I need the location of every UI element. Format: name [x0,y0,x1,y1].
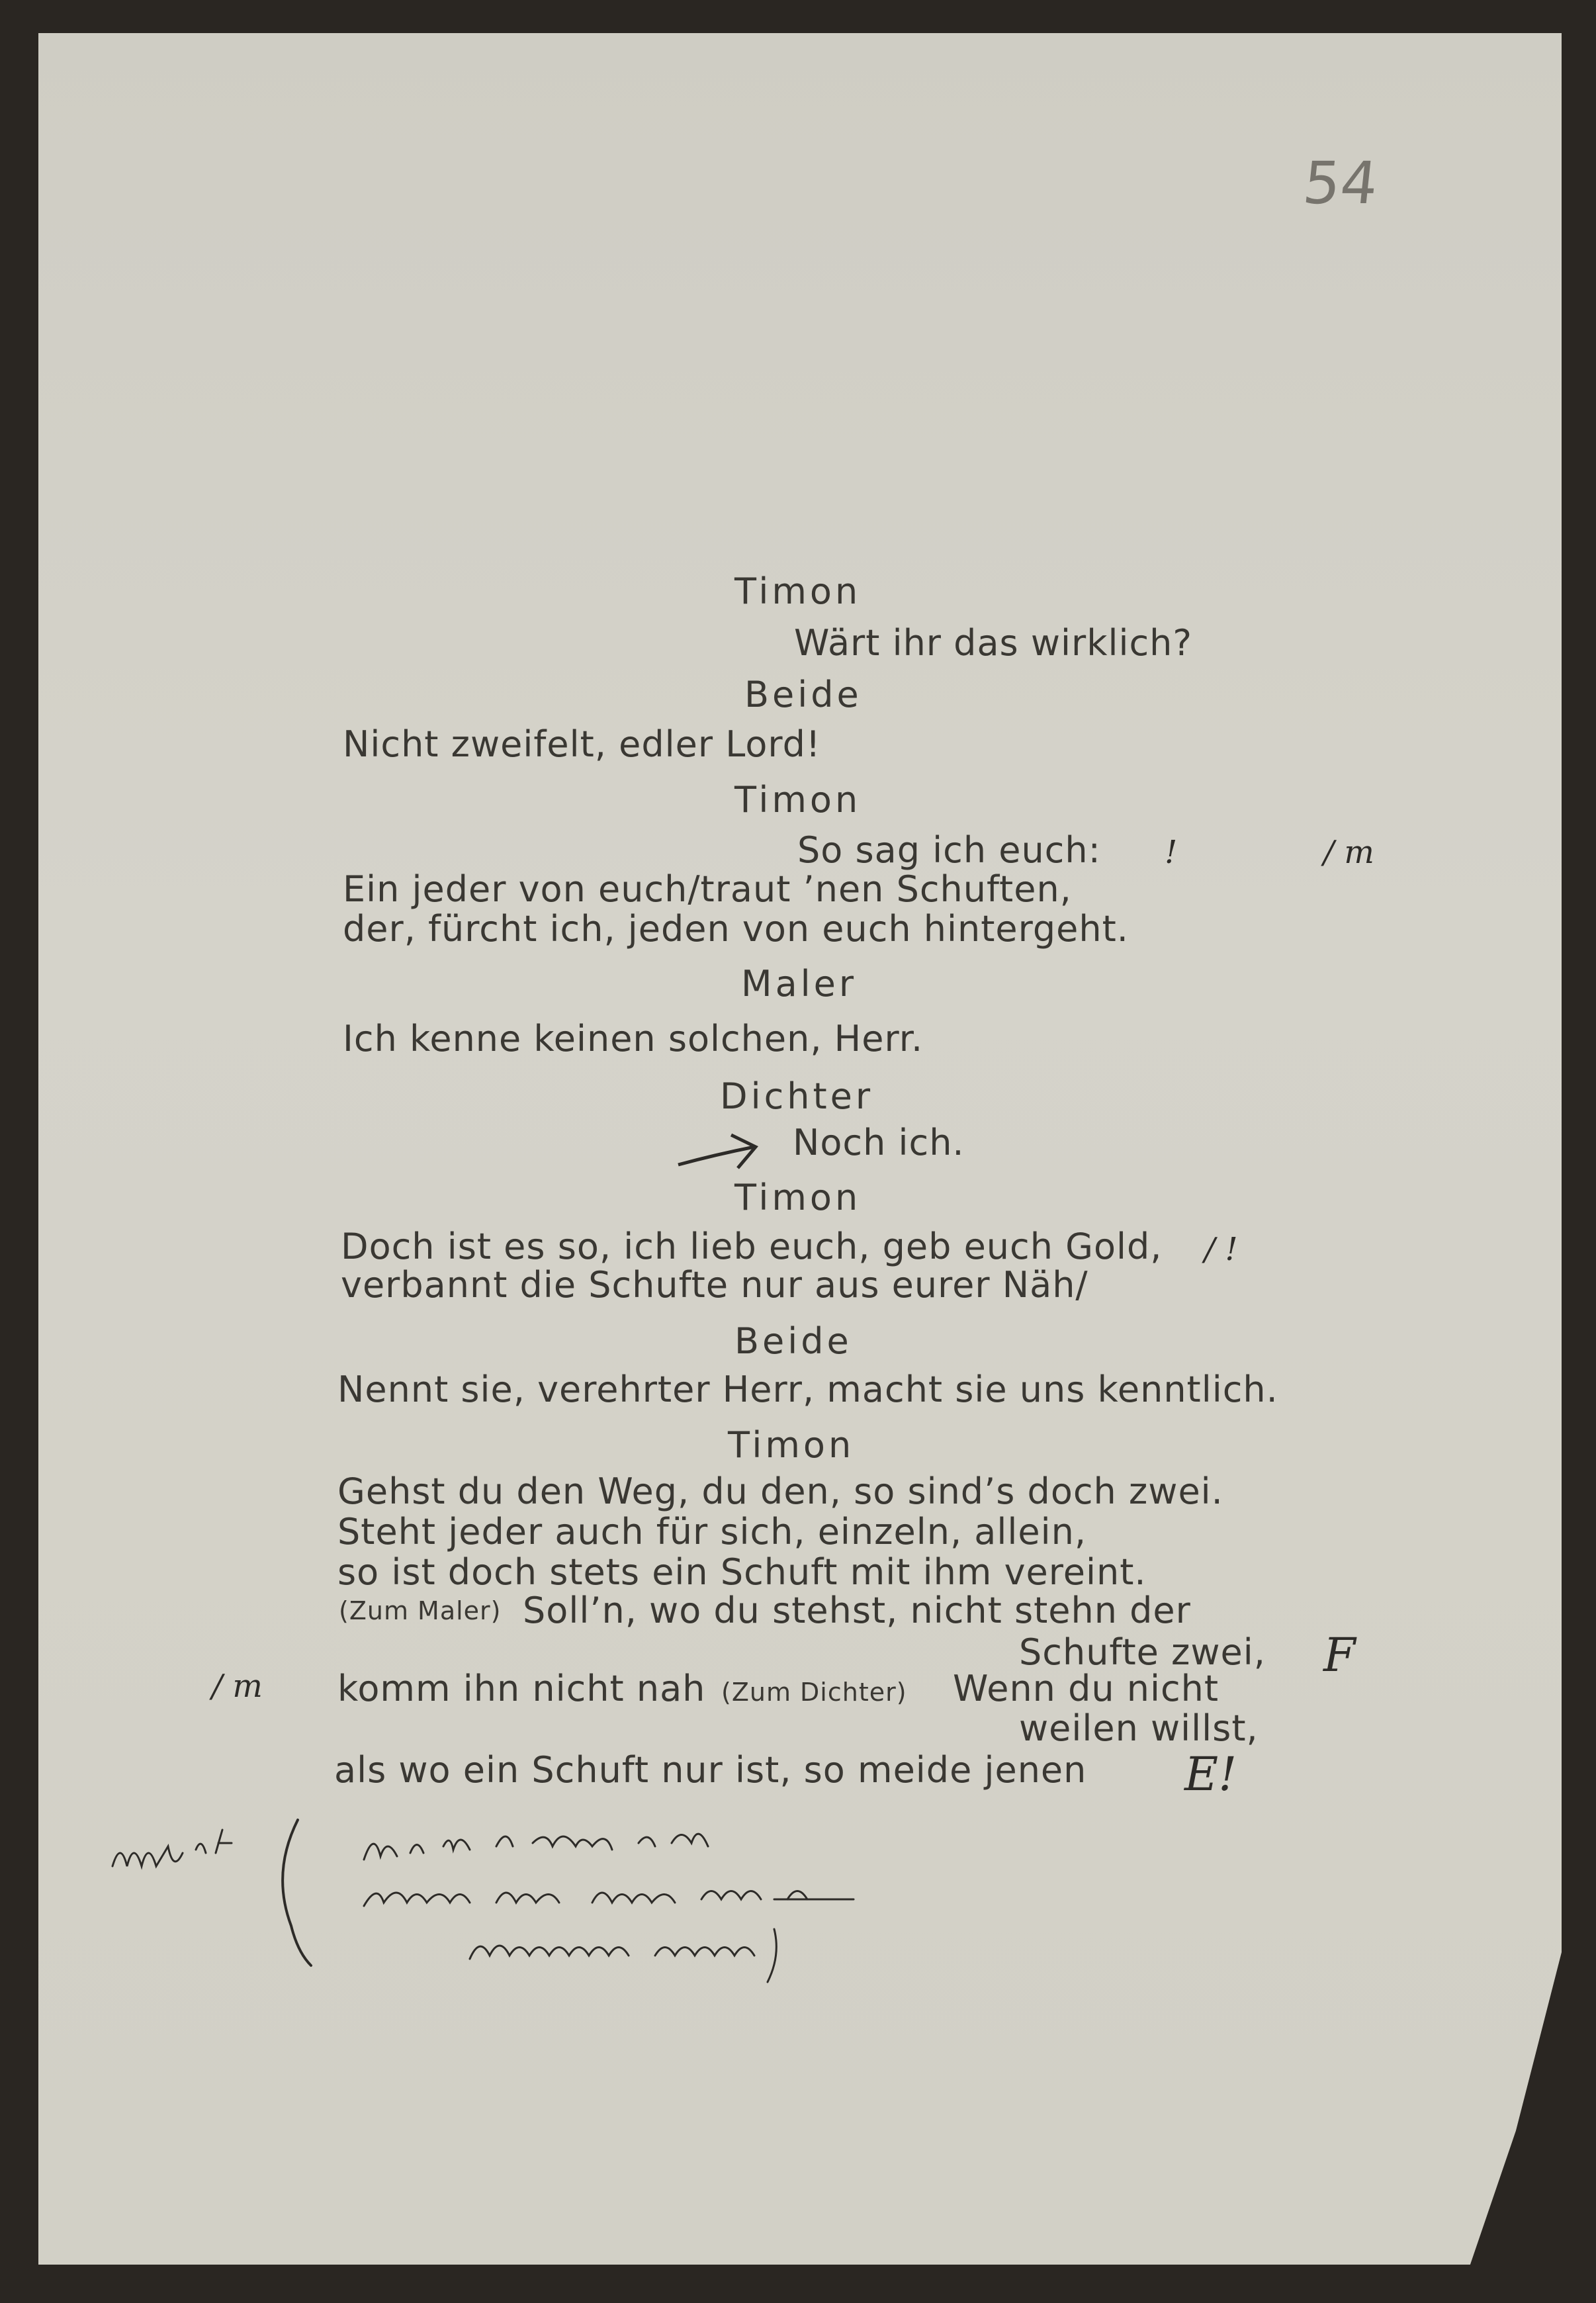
speaker-beide: Beide [744,674,862,715]
margin-note: / ! [1204,1231,1238,1268]
speaker-timon: Timon [734,779,862,821]
text-line: Ich kenne keinen solchen, Herr. [343,1018,924,1060]
text-line: So sag ich euch: [797,829,1101,871]
speaker-timon: Timon [734,570,862,612]
margin-note: F [1323,1628,1356,1682]
text-line: Nennt sie, verehrter Herr, macht sie uns kenntlich. [337,1369,1278,1410]
margin-note: E! [1184,1747,1237,1801]
margin-note: ! [1165,834,1178,871]
speaker-beide: Beide [734,1320,852,1362]
text-line: Wärt ihr das wirklich? [794,622,1193,664]
speaker-timon: Timon [734,1177,862,1218]
text-line: als wo ein Schuft nur ist, so meide jenen [334,1749,1087,1791]
margin-note: / m [212,1668,263,1705]
text-line: Ein jeder von euch/traut ’nen Schuften, [343,868,1072,910]
speaker-dichter: Dichter [720,1075,874,1117]
text-line: Nicht zweifelt, edler Lord! [343,723,821,765]
stage-direction: (Zum Dichter) [721,1678,907,1707]
text-line: Noch ich. [793,1122,965,1163]
text-line: komm ihn nicht nah [337,1668,706,1709]
arrow-mark-icon [675,1128,768,1181]
margin-note: / m [1323,834,1374,871]
text-line: verbannt die Schufte nur aus eurer Näh/ [341,1264,1088,1306]
text-line: weilen willst, [1019,1707,1259,1749]
text-line: Wenn du nicht [953,1668,1219,1709]
stage-direction: (Zum Maler) [339,1596,502,1625]
text-line: Gehst du den Weg, du den, so sind’s doch zwei. [337,1470,1223,1512]
text-line: Schufte zwei, [1019,1631,1266,1673]
speaker-timon: Timon [728,1424,855,1466]
text-line: der, fürcht ich, jeden von euch hintergeht. [343,908,1129,950]
text-line: so ist doch stets ein Schuft mit ihm vereint. [337,1551,1147,1593]
handwritten-addition [99,1807,1191,2018]
text-line: Soll’n, wo du stehst, nicht stehn der [523,1590,1191,1631]
text-line: Steht jeder auch für sich, einzeln, allein, [337,1511,1086,1553]
text-line: Doch ist es so, ich lieb euch, geb euch Gold, [341,1226,1163,1267]
speaker-maler: Maler [741,963,858,1005]
page-number: 54 [1300,149,1382,217]
